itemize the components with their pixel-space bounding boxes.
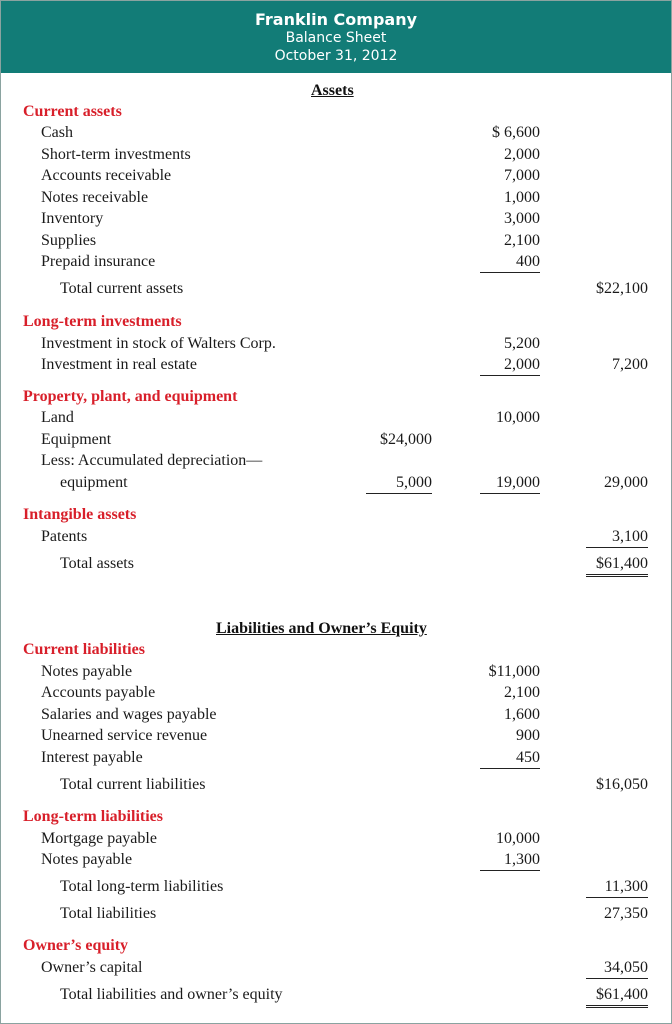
total-long-term-liabilities-row: Total long-term liabilities 11,300	[0, 878, 672, 900]
table-row: Supplies 2,100	[41, 232, 540, 249]
company-name: Franklin Company	[254, 10, 418, 29]
table-row: Accounts receivable 7,000	[41, 167, 540, 184]
current-assets-heading: Current assets	[23, 103, 122, 120]
table-row: Investment in real estate 2,000 7,200	[0, 356, 672, 378]
total-liabilities-equity-row: Total liabilities and owner’s equity $61,400	[0, 986, 672, 1008]
table-row: Less: Accumulated depreciation—	[41, 452, 263, 469]
table-row: Notes receivable 1,000	[41, 189, 540, 206]
table-row: Prepaid insurance 400	[0, 253, 672, 275]
table-row: Notes payable $11,000	[41, 663, 540, 680]
table-row: equipment 5,000 19,000 29,000	[0, 474, 672, 496]
table-row: Short-term investments 2,000	[41, 146, 540, 163]
total-current-liabilities-row: Total current liabilities $16,050	[60, 776, 648, 793]
table-row: Interest payable 450	[0, 749, 672, 771]
table-row: Salaries and wages payable 1,600	[41, 706, 540, 723]
total-current-assets-row: Total current assets $22,100	[60, 280, 648, 297]
ppe-heading: Property, plant, and equipment	[23, 388, 238, 405]
table-row: Equipment $24,000	[41, 431, 432, 448]
long-term-liabilities-heading: Long-term liabilities	[23, 808, 163, 825]
table-row: Unearned service revenue 900	[41, 727, 540, 744]
table-row: Investment in stock of Walters Corp. 5,200	[41, 335, 540, 352]
statement-date: October 31, 2012	[274, 48, 398, 64]
statement-header	[1, 1, 671, 73]
owners-equity-heading: Owner’s equity	[23, 937, 129, 954]
total-assets-row: Total assets $61,400	[0, 555, 672, 577]
table-row: Mortgage payable 10,000	[41, 830, 540, 847]
assets-title: Assets	[311, 82, 354, 99]
table-row: Accounts payable 2,100	[41, 684, 540, 701]
long-term-investments-heading: Long-term investments	[23, 313, 182, 330]
table-row: Inventory 3,000	[41, 210, 540, 227]
current-liabilities-heading: Current liabilities	[23, 641, 145, 658]
total-liabilities-row: Total liabilities 27,350	[60, 905, 648, 922]
liabilities-title: Liabilities and Owner’s Equity	[216, 620, 427, 637]
table-row: Patents 3,100	[0, 528, 672, 550]
intangible-assets-heading: Intangible assets	[23, 506, 137, 523]
table-row: Notes payable 1,300	[0, 851, 672, 873]
statement-title: Balance Sheet	[285, 30, 387, 46]
table-row: Owner’s capital 34,050	[0, 959, 672, 981]
table-row: Cash $ 6,600	[41, 124, 540, 141]
table-row: Land 10,000	[41, 409, 540, 426]
